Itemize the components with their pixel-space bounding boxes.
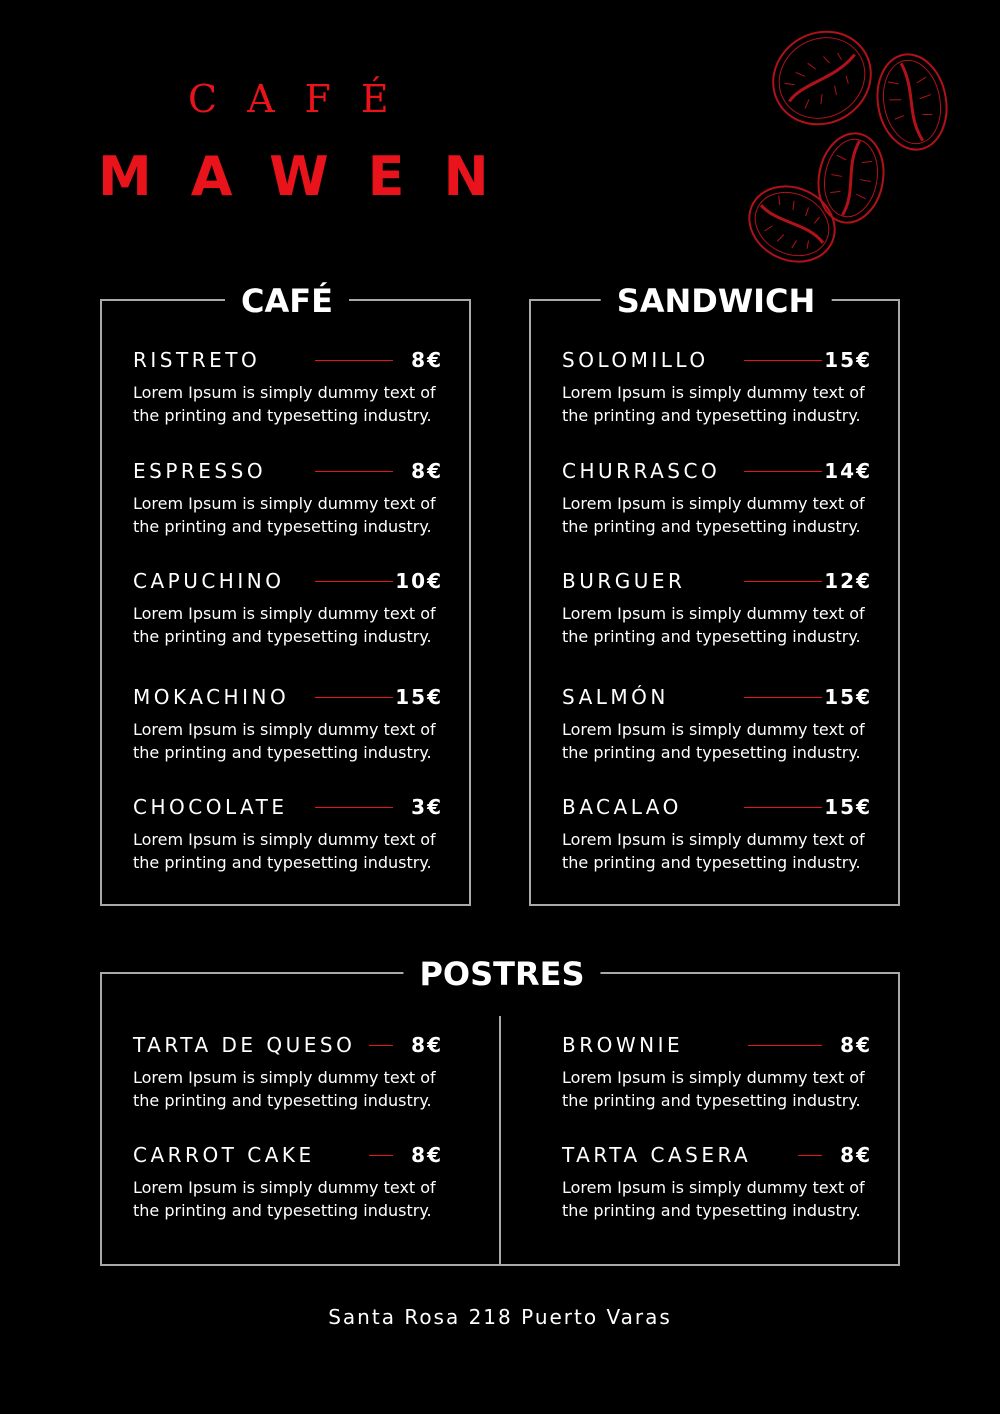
item-price: 8€ xyxy=(840,1143,872,1167)
cafe-panel xyxy=(100,282,471,906)
item-name: CAPUCHINO xyxy=(133,569,285,593)
item-price: 15€ xyxy=(395,685,443,709)
item-leader-line xyxy=(744,471,822,472)
menu-item-churrasco xyxy=(562,458,872,538)
item-name: BURGUER xyxy=(562,569,686,593)
sandwich-section-title: SANDWICH xyxy=(601,281,832,321)
item-description: Lorem Ipsum is simply dummy text of the printing and typesetting industry. xyxy=(562,494,865,536)
item-name: BACALAO xyxy=(562,795,682,819)
item-description: Lorem Ipsum is simply dummy text of the printing and typesetting industry. xyxy=(133,1068,436,1110)
menu-item-capuchino xyxy=(133,568,443,648)
item-name: RISTRETO xyxy=(133,348,261,372)
item-leader-line xyxy=(369,1045,393,1046)
item-leader-line xyxy=(315,581,393,582)
item-description: Lorem Ipsum is simply dummy text of the printing and typesetting industry. xyxy=(562,1068,865,1110)
item-name: SALMÓN xyxy=(562,685,669,709)
item-leader-line xyxy=(798,1155,822,1156)
item-description: Lorem Ipsum is simply dummy text of the printing and typesetting industry. xyxy=(133,383,436,425)
item-leader-line xyxy=(315,697,393,698)
item-leader-line xyxy=(744,807,822,808)
item-description: Lorem Ipsum is simply dummy text of the printing and typesetting industry. xyxy=(133,720,436,762)
item-leader-line xyxy=(315,471,393,472)
menu-item-tarta-de-queso xyxy=(133,1032,443,1112)
menu-item-espresso xyxy=(133,458,443,538)
brand-top: CAFÉ xyxy=(188,77,419,121)
item-price: 10€ xyxy=(395,569,443,593)
item-name: CARROT CAKE xyxy=(133,1143,315,1167)
item-description: Lorem Ipsum is simply dummy text of the printing and typesetting industry. xyxy=(133,494,436,536)
item-price: 8€ xyxy=(411,1033,443,1057)
menu-item-chocolate xyxy=(133,794,443,874)
item-price: 14€ xyxy=(824,459,872,483)
item-description: Lorem Ipsum is simply dummy text of the printing and typesetting industry. xyxy=(133,604,436,646)
item-price: 12€ xyxy=(824,569,872,593)
item-price: 15€ xyxy=(824,685,872,709)
item-leader-line xyxy=(744,360,822,361)
item-description: Lorem Ipsum is simply dummy text of the printing and typesetting industry. xyxy=(562,604,865,646)
item-leader-line xyxy=(369,1155,393,1156)
item-name: SOLOMILLO xyxy=(562,348,709,372)
postres-divider xyxy=(499,1016,501,1266)
item-name: TARTA CASERA xyxy=(562,1143,752,1167)
item-price: 8€ xyxy=(411,1143,443,1167)
cafe-section-title: CAFÉ xyxy=(225,281,349,321)
menu-item-salmon xyxy=(562,684,872,764)
item-price: 3€ xyxy=(411,795,443,819)
brand-main: MAWEN xyxy=(98,145,528,208)
item-description: Lorem Ipsum is simply dummy text of the printing and typesetting industry. xyxy=(562,383,865,425)
item-name: TARTA DE QUESO xyxy=(133,1033,356,1057)
menu-item-mokachino xyxy=(133,684,443,764)
sandwich-panel xyxy=(529,282,900,906)
item-price: 15€ xyxy=(824,348,872,372)
menu-item-bacalao xyxy=(562,794,872,874)
item-price: 8€ xyxy=(411,348,443,372)
item-description: Lorem Ipsum is simply dummy text of the printing and typesetting industry. xyxy=(133,1178,436,1220)
item-leader-line xyxy=(744,697,822,698)
item-description: Lorem Ipsum is simply dummy text of the printing and typesetting industry. xyxy=(562,1178,865,1220)
menu-item-carrot-cake xyxy=(133,1142,443,1222)
item-name: ESPRESSO xyxy=(133,459,267,483)
item-leader-line xyxy=(315,360,393,361)
item-name: CHURRASCO xyxy=(562,459,721,483)
address-footer: Santa Rosa 218 Puerto Varas xyxy=(328,1305,672,1329)
item-leader-line xyxy=(744,581,822,582)
item-price: 8€ xyxy=(840,1033,872,1057)
menu-item-brownie xyxy=(562,1032,872,1112)
coffee-beans-icon xyxy=(740,20,960,270)
postres-panel xyxy=(100,955,900,1266)
item-description: Lorem Ipsum is simply dummy text of the printing and typesetting industry. xyxy=(133,830,436,872)
item-description: Lorem Ipsum is simply dummy text of the printing and typesetting industry. xyxy=(562,830,865,872)
item-description: Lorem Ipsum is simply dummy text of the printing and typesetting industry. xyxy=(562,720,865,762)
item-name: MOKACHINO xyxy=(133,685,290,709)
item-name: BROWNIE xyxy=(562,1033,684,1057)
postres-section-title: POSTRES xyxy=(403,954,600,994)
item-leader-line xyxy=(748,1045,822,1046)
menu-item-ristreto xyxy=(133,347,443,427)
menu-item-solomillo xyxy=(562,347,872,427)
item-name: CHOCOLATE xyxy=(133,795,288,819)
item-price: 15€ xyxy=(824,795,872,819)
item-leader-line xyxy=(315,807,393,808)
item-price: 8€ xyxy=(411,459,443,483)
menu-item-tarta-casera xyxy=(562,1142,872,1222)
menu-item-burguer xyxy=(562,568,872,648)
